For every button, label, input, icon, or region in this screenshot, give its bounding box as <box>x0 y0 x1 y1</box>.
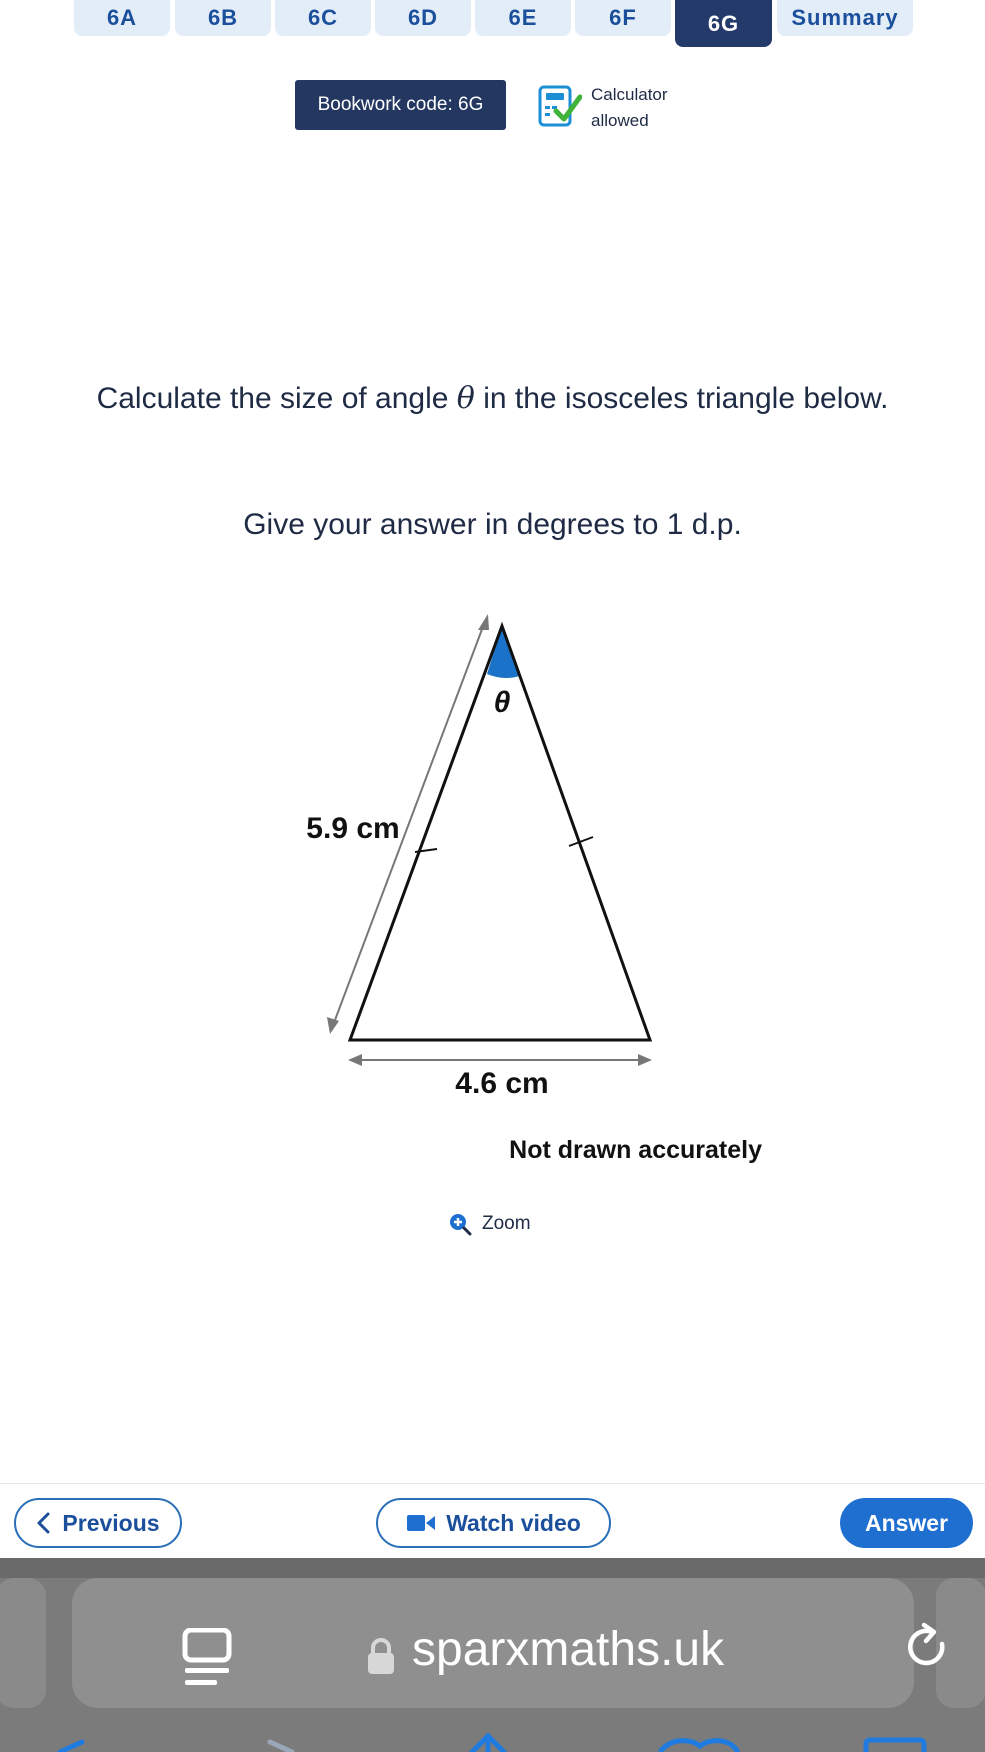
back-icon[interactable] <box>60 1742 82 1752</box>
bookmarks-icon[interactable] <box>660 1741 738 1752</box>
video-camera-icon <box>406 1513 436 1533</box>
question-prompt-start: Calculate the size of angle <box>96 382 457 415</box>
calculator-status-line1: Calculator <box>591 85 668 104</box>
calculator-status-line2: allowed <box>591 111 649 130</box>
browser-toolbar-edge <box>0 1558 985 1578</box>
question-prompt-end: in the isosceles triangle below. <box>474 382 889 415</box>
zoom-in-icon <box>448 1212 472 1236</box>
tab-6g[interactable]: 6G <box>675 0 772 47</box>
tab-6f[interactable]: 6F <box>575 0 671 36</box>
zoom-label: Zoom <box>482 1213 531 1234</box>
previous-label: Previous <box>62 1509 160 1536</box>
side-length-label: 5.9 cm <box>306 812 400 845</box>
calculator-status <box>591 82 668 134</box>
side-arrow-head-top <box>478 614 489 630</box>
answer-button[interactable]: Answer <box>840 1498 973 1548</box>
watch-video-button[interactable] <box>376 1498 611 1548</box>
share-icon[interactable] <box>472 1736 504 1752</box>
base-arrow-head-left <box>348 1054 362 1066</box>
tab-6b[interactable]: 6B <box>175 0 271 36</box>
tab-6d[interactable]: 6D <box>375 0 471 36</box>
browser-nav-icons <box>0 1728 985 1752</box>
previous-tab-card[interactable] <box>0 1578 46 1708</box>
tab-6a[interactable]: 6A <box>74 0 170 36</box>
browser-toolbar <box>0 1558 985 1752</box>
question-instruction: Give your answer in degrees to 1 d.p. <box>243 508 742 541</box>
section-tabs <box>74 0 913 48</box>
calculator-allowed-icon <box>538 85 582 129</box>
bookwork-code-badge: Bookwork code: 6G <box>295 80 506 130</box>
angle-label: θ <box>493 686 511 719</box>
tab-summary[interactable]: Summary <box>777 0 913 36</box>
lock-icon <box>366 1636 396 1676</box>
tab-6c[interactable]: 6C <box>275 0 371 36</box>
action-bar-divider <box>0 1483 985 1484</box>
triangle-diagram <box>0 600 985 1180</box>
side-arrow-head-bottom <box>327 1017 339 1034</box>
not-drawn-accurately-note: Not drawn accurately <box>509 1136 762 1164</box>
base-arrow-head-right <box>638 1054 652 1066</box>
forward-icon[interactable] <box>270 1742 292 1752</box>
tab-6e[interactable]: 6E <box>475 0 571 36</box>
question-prompt <box>60 376 925 422</box>
base-length-label: 4.6 cm <box>455 1067 549 1100</box>
watch-video-label: Watch video <box>446 1509 581 1536</box>
url-text: sparxmaths.uk <box>412 1623 725 1676</box>
tabs-overview-icon[interactable] <box>866 1740 924 1752</box>
previous-button[interactable] <box>14 1498 182 1548</box>
theta-symbol: θ <box>456 381 475 416</box>
address-bar[interactable] <box>72 1578 914 1708</box>
reader-mode-icon <box>182 1628 232 1688</box>
zoom-button[interactable] <box>448 1212 531 1236</box>
reload-icon[interactable] <box>902 1622 954 1674</box>
chevron-left-icon <box>36 1512 52 1534</box>
